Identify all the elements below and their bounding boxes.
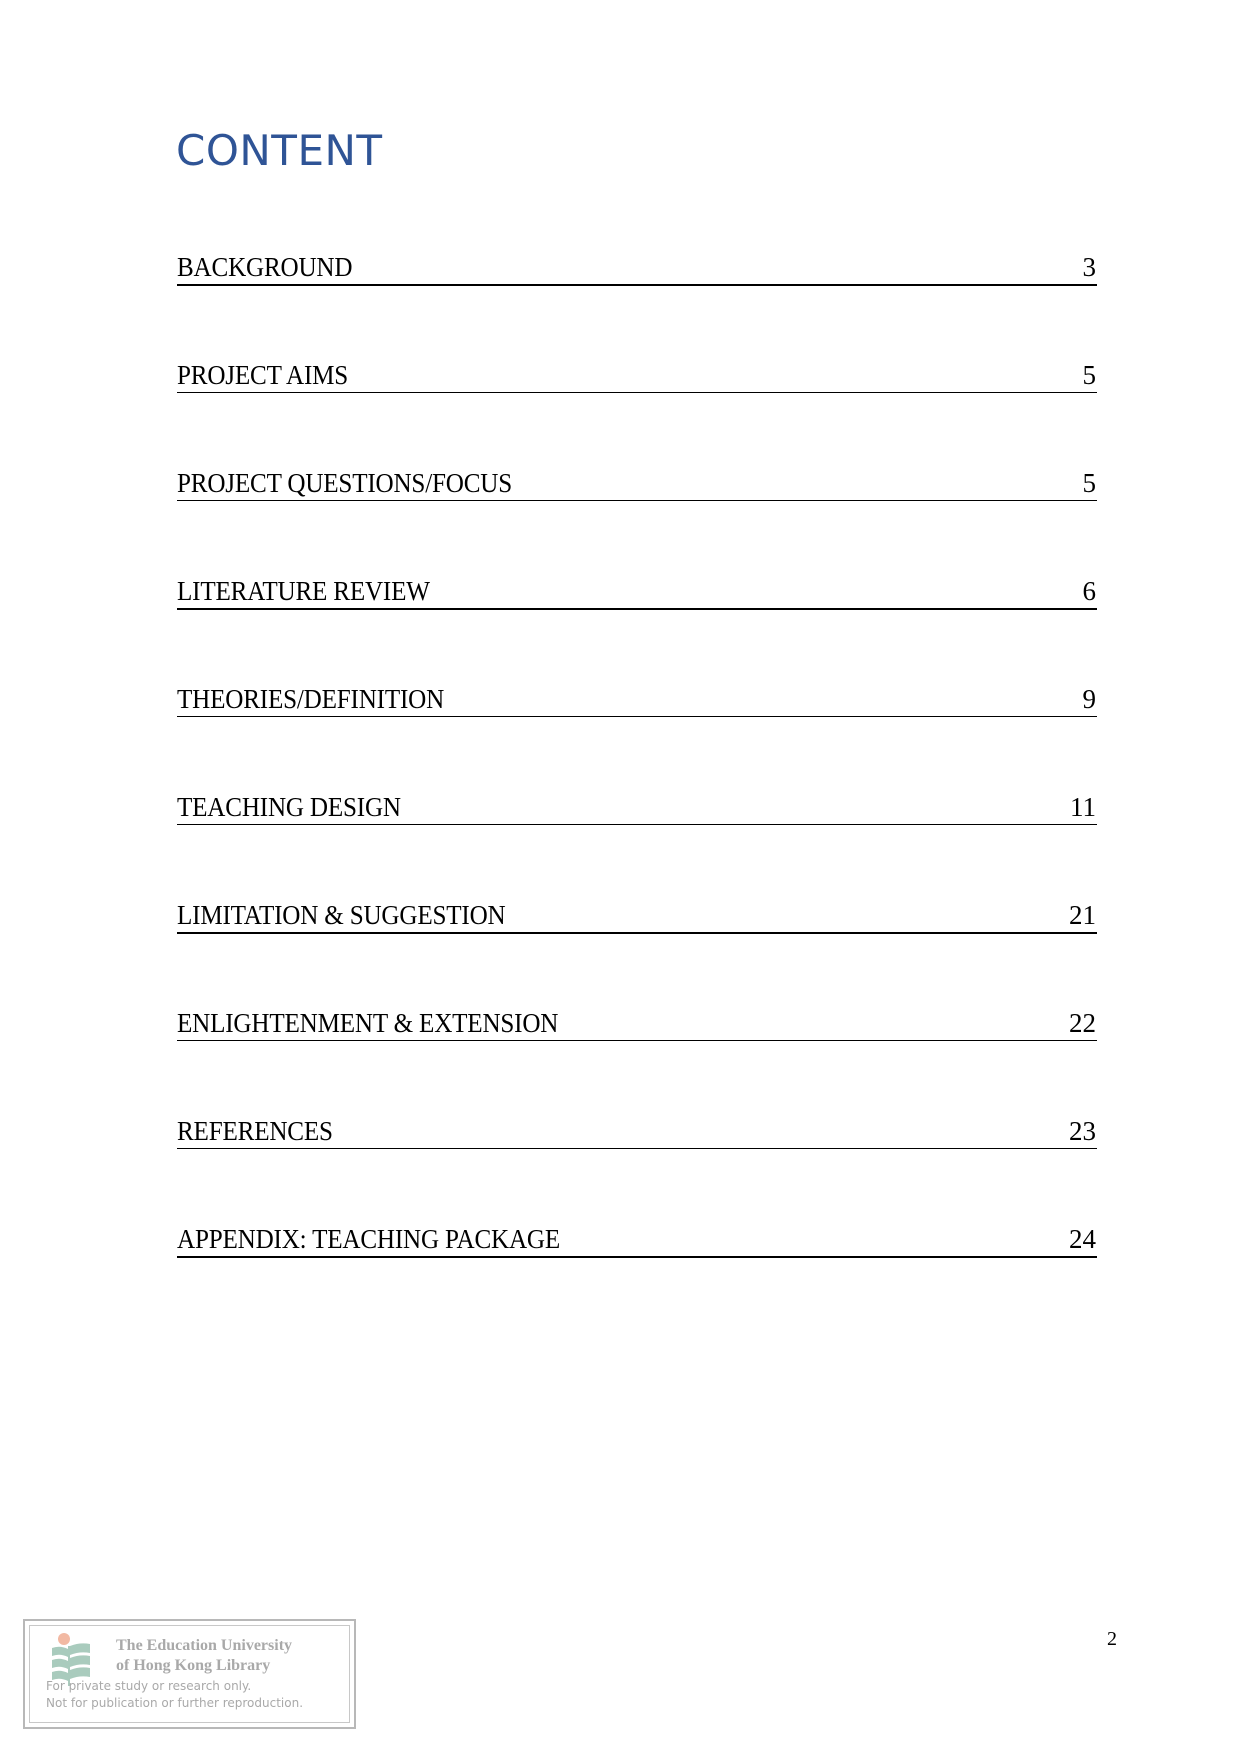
toc-entry-label: REFERENCES bbox=[177, 1116, 333, 1146]
library-watermark bbox=[23, 1619, 356, 1729]
toc-entry-label: ENLIGHTENMENT & EXTENSION bbox=[177, 1008, 559, 1038]
page-title: CONTENT bbox=[176, 126, 383, 175]
toc-entry-page: 5 bbox=[1082, 468, 1096, 498]
toc-entry-page: 21 bbox=[1069, 900, 1096, 930]
toc-entry-label: LITERATURE REVIEW bbox=[177, 576, 430, 606]
watermark-title bbox=[116, 1636, 292, 1676]
toc-entry-references[interactable] bbox=[177, 1114, 1097, 1149]
watermark-title-line1: The Education University bbox=[116, 1637, 293, 1654]
toc-entry-page: 3 bbox=[1082, 252, 1096, 282]
toc-entry-label: THEORIES/DEFINITION bbox=[177, 684, 445, 714]
toc-entry-label: BACKGROUND bbox=[177, 252, 353, 282]
watermark-note-line1: For private study or research only. bbox=[46, 1679, 252, 1693]
toc-entry-page: 6 bbox=[1082, 576, 1096, 606]
toc-entry-appendix-teaching-package[interactable] bbox=[177, 1222, 1097, 1258]
toc-entry-background[interactable] bbox=[177, 250, 1097, 286]
toc-entry-label: PROJECT AIMS bbox=[177, 360, 349, 390]
toc-entry-theories-definition[interactable] bbox=[177, 682, 1097, 717]
toc-entry-label: TEACHING DESIGN bbox=[177, 792, 401, 822]
toc-entry-teaching-design[interactable] bbox=[177, 790, 1097, 825]
toc-entry-project-aims[interactable] bbox=[177, 358, 1097, 393]
watermark-note-line2: Not for publication or further reproduction. bbox=[46, 1696, 304, 1710]
toc-entry-label: LIMITATION & SUGGESTION bbox=[177, 900, 506, 930]
toc-entry-page: 5 bbox=[1082, 360, 1096, 390]
toc-entry-label: PROJECT QUESTIONS/FOCUS bbox=[177, 468, 513, 498]
toc-entry-page: 9 bbox=[1082, 684, 1096, 714]
toc-entry-page: 24 bbox=[1069, 1224, 1096, 1254]
page-number: 2 bbox=[1107, 1628, 1117, 1650]
watermark-note bbox=[46, 1678, 303, 1712]
toc-entry-label: APPENDIX: TEACHING PACKAGE bbox=[177, 1224, 561, 1254]
watermark-frame bbox=[29, 1625, 350, 1723]
watermark-title-line2: of Hong Kong Library bbox=[116, 1657, 271, 1674]
toc-entry-enlightenment-extension[interactable] bbox=[177, 1006, 1097, 1041]
toc-entry-project-questions[interactable] bbox=[177, 466, 1097, 501]
toc-entry-page: 23 bbox=[1069, 1116, 1096, 1146]
toc-entry-page: 11 bbox=[1070, 792, 1096, 822]
toc-entry-limitation-suggestion[interactable] bbox=[177, 898, 1097, 934]
toc-entry-page: 22 bbox=[1069, 1008, 1096, 1038]
toc-entry-literature-review[interactable] bbox=[177, 574, 1097, 610]
